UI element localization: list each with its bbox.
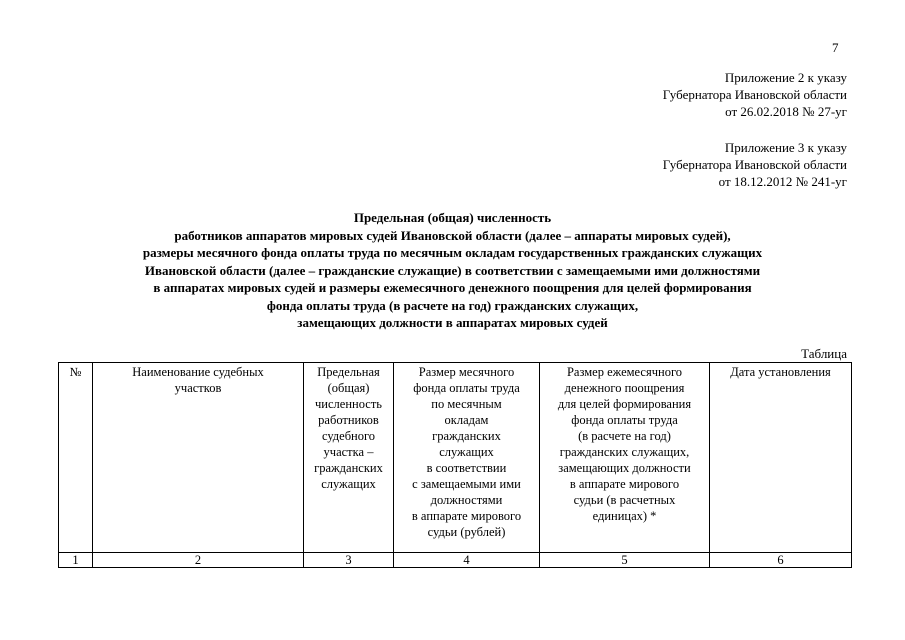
title-line: в аппаратах мировых судей и размеры ежемесячного денежного поощрения для целей формирования [153, 280, 752, 295]
header-monthly-pay-fund: Размер месячного фонда оплаты труда по месячным окладам гражданских служащих в соответствии с замещаемыми ими должностями в аппарате мирового судьи (рублей) [394, 363, 540, 553]
header-staff-limit: Предельная (общая) численность работников судебного участка – гражданских служащих [304, 363, 394, 553]
appendix-3-reference [663, 139, 847, 190]
table-cell: 6 [710, 553, 852, 568]
header-date-established: Дата установления [710, 363, 852, 553]
title-line: фонда оплаты труда (в расчете на год) гражданских служащих, [266, 297, 639, 313]
title-line: Ивановской области (далее – гражданские служащие) в соответствии с замещаемыми ими должностями [144, 262, 761, 278]
table-cell: 3 [304, 553, 394, 568]
appendix-2-line: от 26.02.2018 № 27-уг [725, 104, 847, 119]
title-line: замещающих должности в аппаратах мировых судей [297, 315, 608, 330]
table-caption: Таблица [801, 346, 847, 361]
appendix-2-reference [663, 69, 847, 120]
title-line: Предельная (общая) численность [353, 210, 552, 225]
table-cell: 4 [394, 553, 540, 568]
document-title [0, 209, 905, 332]
table-cell: 5 [540, 553, 710, 568]
header-number: № [59, 363, 93, 553]
title-line: работников аппаратов мировых судей Ивановской области (далее – аппараты мировых судей), [174, 227, 731, 243]
appendix-3-line: от 18.12.2012 № 241-уг [718, 174, 847, 189]
table-header-row [59, 363, 852, 553]
table-numbering-row [59, 553, 852, 568]
header-monthly-bonus: Размер ежемесячного денежного поощрения для целей формирования фонда оплаты труда (в расчете на год) гражданских служащих, замещающих должности в аппарате мирового судьи (в расчетных единицах) * [540, 363, 710, 553]
staffing-table [58, 362, 852, 568]
header-court-district: Наименование судебных участков [93, 363, 304, 553]
appendix-2-line: Приложение 2 к указу [724, 70, 847, 85]
page-number: 7 [832, 40, 839, 55]
appendix-3-line: Приложение 3 к указу [724, 140, 847, 155]
appendix-3-line: Губернатора Ивановской области [662, 157, 847, 172]
title-line: размеры месячного фонда оплаты труда по месячным окладам государственных гражданских служащих [142, 245, 763, 260]
appendix-2-line: Губернатора Ивановской области [662, 87, 847, 102]
table-cell: 2 [93, 553, 304, 568]
table-cell: 1 [59, 553, 93, 568]
